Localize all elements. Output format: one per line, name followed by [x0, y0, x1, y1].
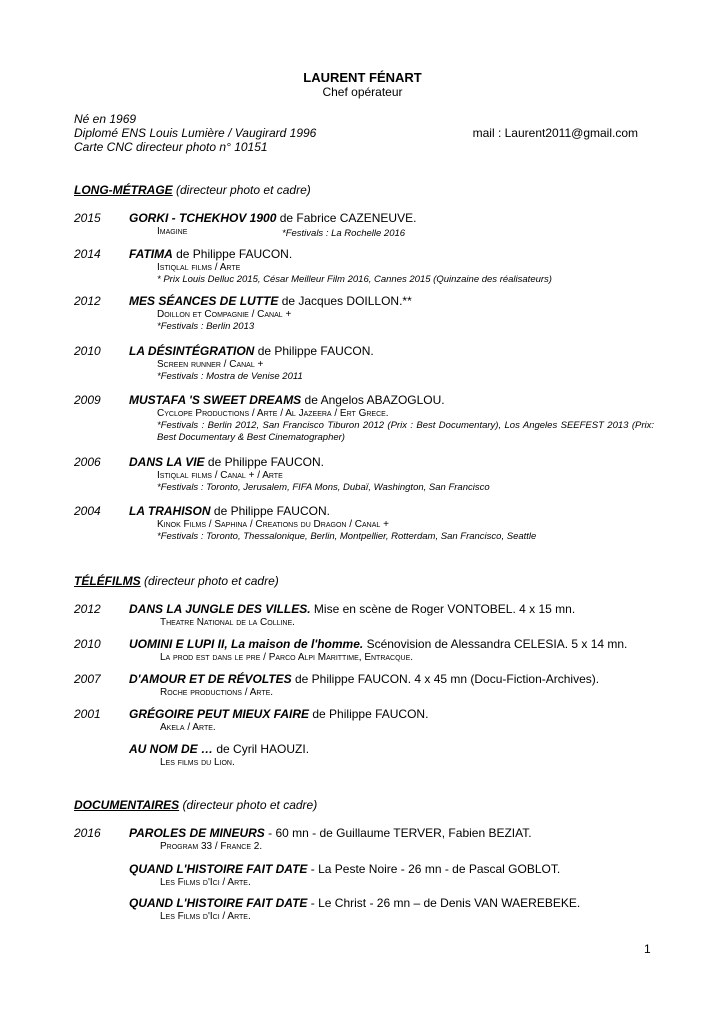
entry-year: 2007 [74, 672, 101, 686]
entry-festivals: *Festivals : Mostra de Venise 2011 [157, 371, 303, 382]
entry-production: Doillon et Compagnie / Canal + [157, 309, 292, 320]
entry-title: D'AMOUR ET DE RÉVOLTES [129, 672, 292, 686]
section-note: (directeur photo et cadre) [182, 798, 318, 812]
entry-title: MES SÉANCES DE LUTTE [129, 294, 279, 308]
entry-production: Roche productions / Arte. [160, 687, 274, 698]
entry-year: 2012 [74, 602, 101, 616]
entry-year: 2001 [74, 707, 101, 721]
entry-festivals: *Festivals : La Rochelle 2016 [282, 228, 406, 239]
entry-title: MUSTAFA 'S SWEET DREAMS [129, 393, 302, 407]
section-note: (directeur photo et cadre) [176, 183, 311, 197]
entry-title: QUAND L'HISTOIRE FAIT DATE [129, 896, 308, 910]
telefilm-entry [74, 672, 659, 702]
documentary-entry [74, 862, 659, 892]
entry-production: Akela / Arte. [160, 722, 216, 733]
entry-production: Screen runner / Canal + [157, 359, 264, 370]
section-documentaires [74, 798, 317, 812]
entry-year: 2009 [74, 393, 101, 407]
section-long-metrage [74, 183, 311, 197]
entry-director: de Angelos ABAZOGLOU. [304, 393, 445, 407]
film-entry [74, 294, 659, 336]
entry-director: de Philippe FAUCON. [257, 344, 374, 358]
entry-year: 2014 [74, 247, 101, 261]
entry-director: de Philippe FAUCON. [176, 247, 293, 261]
section-title: TÉLÉFILMS [74, 574, 141, 588]
entry-director: Mise en scène de Roger VONTOBEL. 4 x 15 mn. [313, 602, 576, 616]
entry-year: 2006 [74, 455, 101, 469]
entry-director: de Fabrice CAZENEUVE. [279, 211, 417, 225]
entry-title: AU NOM DE … [129, 742, 213, 756]
entry-director: de Jacques DOILLON.** [281, 294, 412, 308]
person-name: LAURENT FÉNART [303, 70, 422, 85]
entry-festivals: *Festivals : Toronto, Thessalonique, Berlin, Montpellier, Rotterdam, San Francisco, Seattle [157, 531, 537, 542]
entry-director: - Le Christ - 26 mn – de Denis VAN WAEREBEKE. [310, 896, 581, 910]
entry-year: 2012 [74, 294, 101, 308]
entry-title: LA TRAHISON [129, 504, 211, 518]
entry-title: QUAND L'HISTOIRE FAIT DATE [129, 862, 308, 876]
telefilm-entry [74, 707, 659, 737]
cv-header [0, 70, 725, 99]
documentary-entry [74, 896, 659, 926]
entry-director: - 60 mn - de Guillaume TERVER, Fabien BEZIAT. [268, 826, 532, 840]
entry-year: 2004 [74, 504, 101, 518]
entry-festivals: *Festivals : Berlin 2012, San Francisco Tiburon 2012 (Prix : Best Documentary), Los Angeles SEEFEST 2013 (Prix: Best Documentary & Best Cinematographer) [157, 420, 654, 443]
entry-festivals: * Prix Louis Delluc 2015, César Meilleur Film 2016, Cannes 2015 (Quinzaine des réalisateurs) [157, 274, 552, 285]
entry-director: - La Peste Noire - 26 mn - de Pascal GOBLOT. [310, 862, 561, 876]
entry-director: de Cyril HAOUZI. [216, 742, 310, 756]
entry-year: 2010 [74, 344, 101, 358]
entry-year: 2016 [74, 826, 101, 840]
entry-production: La prod est dans le pre / Parco Alpi Marittime, Entracque. [160, 652, 414, 663]
entry-title: GRÉGOIRE PEUT MIEUX FAIRE [129, 707, 310, 721]
entry-director: de Philippe FAUCON. 4 x 45 mn (Docu-Fiction-Archives). [294, 672, 600, 686]
film-entry [74, 393, 659, 447]
entry-director: de Philippe FAUCON. [312, 707, 429, 721]
birth-year: Né en 1969 [74, 112, 137, 126]
film-entry [74, 247, 659, 289]
section-note: (directeur photo et cadre) [144, 574, 279, 588]
entry-title: PAROLES DE MINEURS [129, 826, 265, 840]
entry-festivals: *Festivals : Toronto, Jerusalem, FIFA Mons, Dubaï, Washington, San Francisco [157, 482, 490, 493]
entry-title: DANS LA VIE [129, 455, 205, 469]
section-title: DOCUMENTAIRES [74, 798, 180, 812]
entry-production: Istiqlal films / Canal + / Arte [157, 470, 283, 481]
telefilm-entry [74, 742, 659, 772]
section-title: LONG-MÉTRAGE [74, 183, 173, 197]
documentary-entry [74, 826, 659, 856]
entry-production: Les Films d'Ici / Arte. [160, 911, 251, 922]
telefilm-entry [74, 602, 659, 632]
film-entry [74, 455, 659, 497]
entry-director: de Philippe FAUCON. [207, 455, 324, 469]
entry-director: Scénovision de Alessandra CELESIA. 5 x 14 mn. [366, 637, 628, 651]
page-number: 1 [644, 942, 651, 956]
entry-production: Kinok Films / Saphina / Creations du Dragon / Canal + [157, 519, 389, 530]
entry-production: Program 33 / France 2. [160, 841, 263, 852]
entry-title: LA DÉSINTÉGRATION [129, 344, 255, 358]
entry-festivals: *Festivals : Berlin 2013 [157, 321, 255, 332]
entry-year: 2010 [74, 637, 101, 651]
entry-year: 2015 [74, 211, 101, 225]
section-telefilms [74, 574, 279, 588]
entry-title: FATIMA [129, 247, 173, 261]
entry-production: Theatre National de la Colline. [160, 617, 295, 628]
entry-production: Les Films d'Ici / Arte. [160, 877, 251, 888]
email: mail : Laurent2011@gmail.com [472, 126, 638, 140]
telefilm-entry [74, 637, 659, 667]
entry-director: de Philippe FAUCON. [213, 504, 330, 518]
diploma: Diplomé ENS Louis Lumière / Vaugirard 1996 [74, 126, 317, 140]
entry-production: Les films du Lion. [160, 757, 235, 768]
entry-production: Imagine [157, 226, 188, 237]
entry-title: UOMINI E LUPI II, La maison de l'homme. [129, 637, 364, 651]
entry-production: Istiqlal films / Arte [157, 262, 241, 273]
bio-block [74, 112, 644, 154]
film-entry [74, 344, 659, 386]
entry-title: GORKI - TCHEKHOV 1900 [129, 211, 277, 225]
person-role: Chef opérateur [322, 85, 403, 99]
entry-title: DANS LA JUNGLE DES VILLES. [129, 602, 311, 616]
cnc-card: Carte CNC directeur photo n° 10151 [74, 140, 268, 154]
entry-production: Cyclope Productions / Arte / Al Jazeera / Ert Grece. [157, 408, 389, 419]
film-entry [74, 211, 659, 241]
film-entry [74, 504, 659, 546]
